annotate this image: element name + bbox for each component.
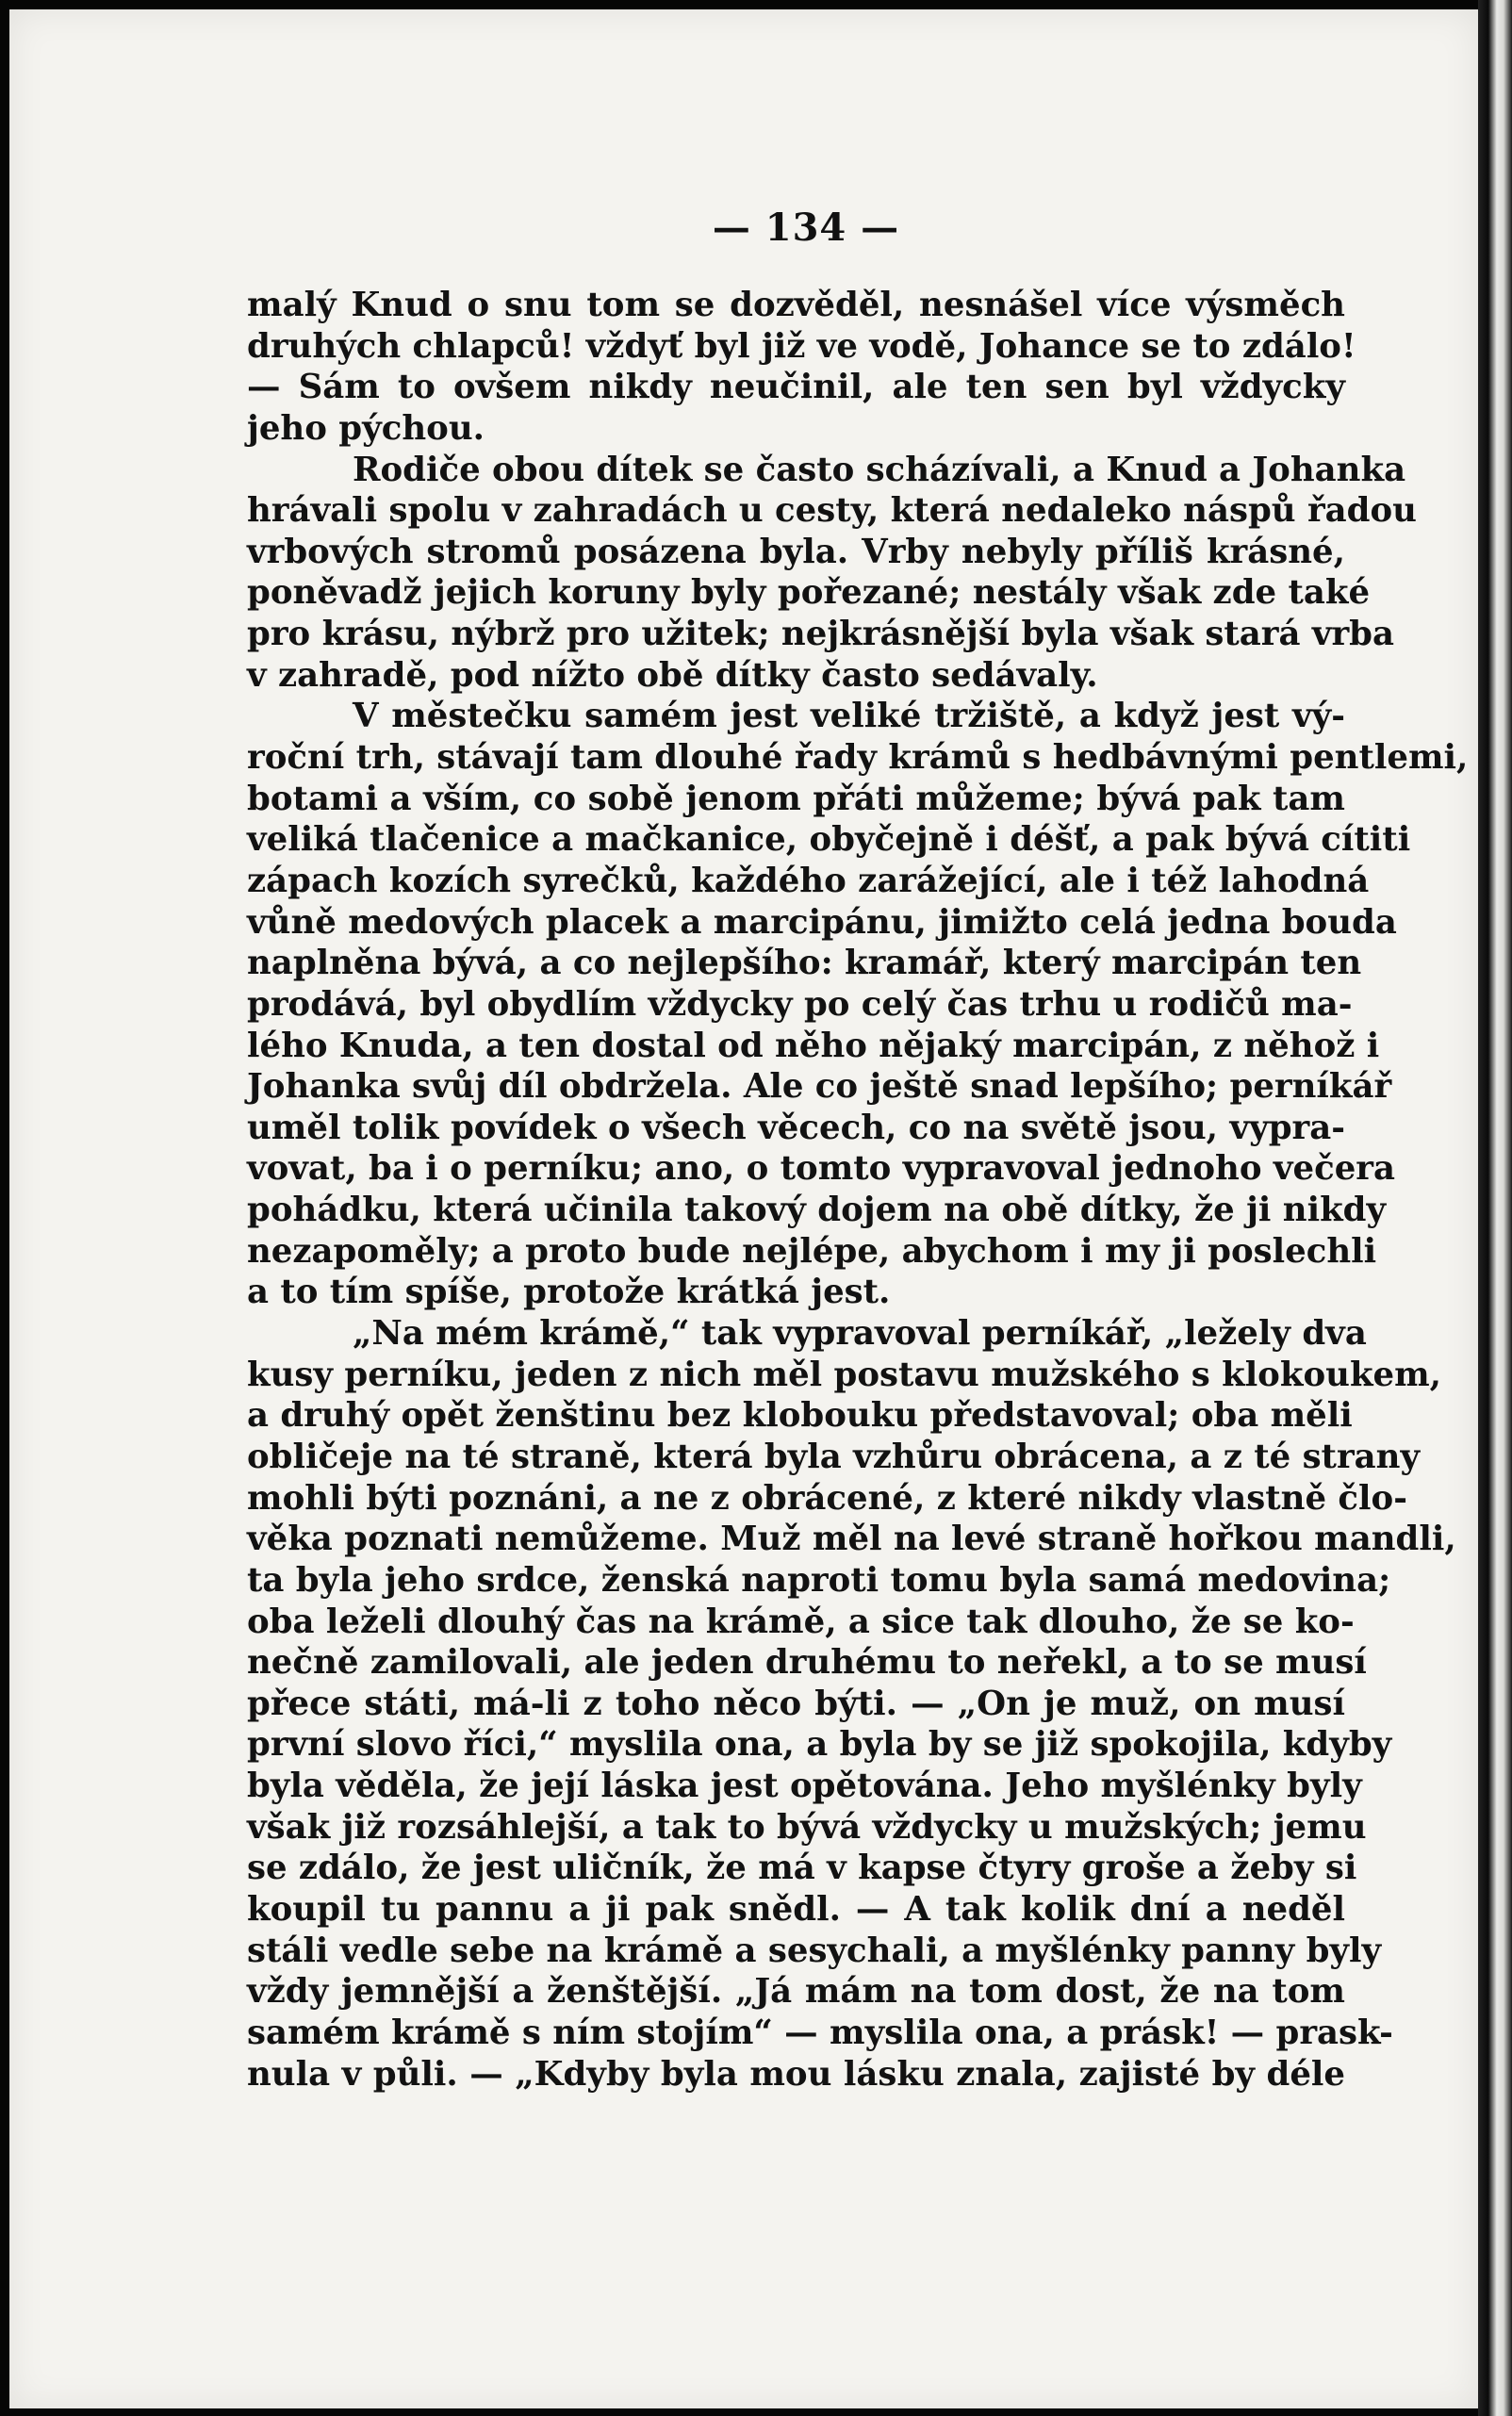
text-line: Rodiče obou dítek se často scházívali, a Knud a Johanka	[353, 450, 1406, 489]
text-line: zápach kozích syrečků, každého zarážející, ale i též lahodná	[247, 861, 1370, 900]
text-line: botami a vším, co sobě jenom přáti můžeme; bývá pak tam	[247, 779, 1345, 818]
page-edge	[1478, 0, 1512, 2416]
text-line: v zahradě, pod nížto obě dítky často sedávaly.	[247, 655, 1098, 695]
text-line: koupil tu pannu a ji pak snědl. — A tak kolik dní a neděl	[247, 1889, 1345, 1929]
text-line: nezapoměly; a proto bude nejlépe, abychom i my ji poslechli	[247, 1231, 1377, 1271]
text-line: malý Knud o snu tom se dozvěděl, nesnášel více výsměch	[247, 286, 1345, 324]
text-line: byla věděla, že její láska jest opětována. Jeho myšlénky byly	[247, 1767, 1362, 1806]
text-line: vrbových stromů posázena byla. Vrby nebyly příliš krásné,	[247, 532, 1345, 571]
text-line: nečně zamilovali, ale jeden druhému to neřekl, a to se musí	[247, 1643, 1367, 1683]
text-line: přece státi, má-li z toho něco býti. — „On je muž, on musí	[247, 1684, 1345, 1723]
text-line: druhých chlapců! vždyť byl již ve vodě, Johance se to zdálo!	[247, 326, 1356, 366]
text-line: a druhý opět ženštinu bez klobouku představoval; oba měli	[247, 1396, 1353, 1436]
text-line: samém krámě s ním stojím“ — myslila ona, a prásk! — prask-	[247, 2013, 1393, 2052]
body-text	[247, 285, 1469, 2095]
text-line: však již rozsáhlejší, a tak to bývá vždycky u mužských; jemu	[247, 1807, 1367, 1847]
text-line: věka poznati nemůžeme. Muž měl na levé straně hořkou mandli,	[247, 1520, 1456, 1559]
text-line: kusy perníku, jeden z nich měl postavu mužského s klokoukem,	[247, 1355, 1442, 1394]
text-line: pohádku, která učinila takový dojem na obě dítky, že ji nikdy	[247, 1191, 1387, 1230]
text-line: vždy jemnější a ženštější. „Já mám na tom dost, že na tom	[247, 1972, 1345, 2012]
text-line: mohli býti poznáni, a ne z obrácené, z které nikdy vlastně člo-	[247, 1478, 1407, 1518]
text-line: jeho pýchou.	[247, 408, 485, 448]
text-line: V městečku samém jest veliké tržiště, a když jest vý-	[353, 697, 1345, 736]
text-line: první slovo říci,“ myslila ona, a byla by se již spokojila, kdyby	[247, 1725, 1392, 1765]
text-line: „Na mém krámě,“ tak vypravoval perníkář, „ležely dva	[353, 1314, 1367, 1354]
text-line: vovat, ba i o perníku; ano, o tomto vypravoval jednoho večera	[247, 1149, 1395, 1189]
text-line: poněvadž jejich koruny byly pořezané; nestály však zde také	[247, 573, 1371, 613]
text-line: obličeje na té straně, která byla vzhůru obrácena, a z té strany	[247, 1437, 1421, 1476]
text-line: roční trh, stávají tam dlouhé řady krámů s hedbávnými pentlemi,	[247, 738, 1469, 778]
text-line: prodává, byl obydlím vždycky po celý čas trhu u rodičů ma-	[247, 984, 1353, 1024]
text-line: stáli vedle sebe na krámě a sesychali, a myšlénky panny byly	[247, 1931, 1382, 1970]
text-line: Johanka svůj díl obdržela. Ale co ještě snad lepšího; perníkář	[247, 1067, 1392, 1107]
text-line: hrávali spolu v zahradách u cesty, která nedaleko náspů řadou	[247, 491, 1417, 531]
text-line: — Sám to ovšem nikdy neučinil, ale ten sen byl vždycky	[247, 368, 1345, 407]
text-line: pro krásu, nýbrž pro užitek; nejkrásnější byla však stará vrba	[247, 615, 1395, 654]
text-line: oba leželi dlouhý čas na krámě, a sice tak dlouho, že se ko-	[247, 1602, 1355, 1641]
text-line: veliká tlačenice a mačkanice, obyčejně i déšť, a pak bývá cítiti	[247, 820, 1411, 860]
text-line: naplněna bývá, a co nejlepšího: kramář, který marcipán ten	[247, 944, 1362, 983]
text-line: uměl tolik povídek o všech věcech, co na světě jsou, vypra-	[247, 1108, 1345, 1147]
text-line: ta byla jeho srdce, ženská naproti tomu byla samá medovina;	[247, 1560, 1391, 1600]
page-number: — 134 —	[712, 205, 900, 250]
text-line: se zdálo, že jest uličník, že má v kapse čtyry groše a žeby si	[247, 1849, 1357, 1888]
text-line: nula v půli. — „Kdyby byla mou lásku znala, zajisté by déle	[247, 2054, 1345, 2094]
text-line: lého Knuda, a ten dostal od něho nějaký marcipán, z něhož i	[247, 1026, 1380, 1065]
text-line: a to tím spíše, protože krátká jest.	[247, 1273, 891, 1312]
text-line: vůně medových placek a marcipánu, jimižto celá jedna bouda	[247, 902, 1397, 942]
